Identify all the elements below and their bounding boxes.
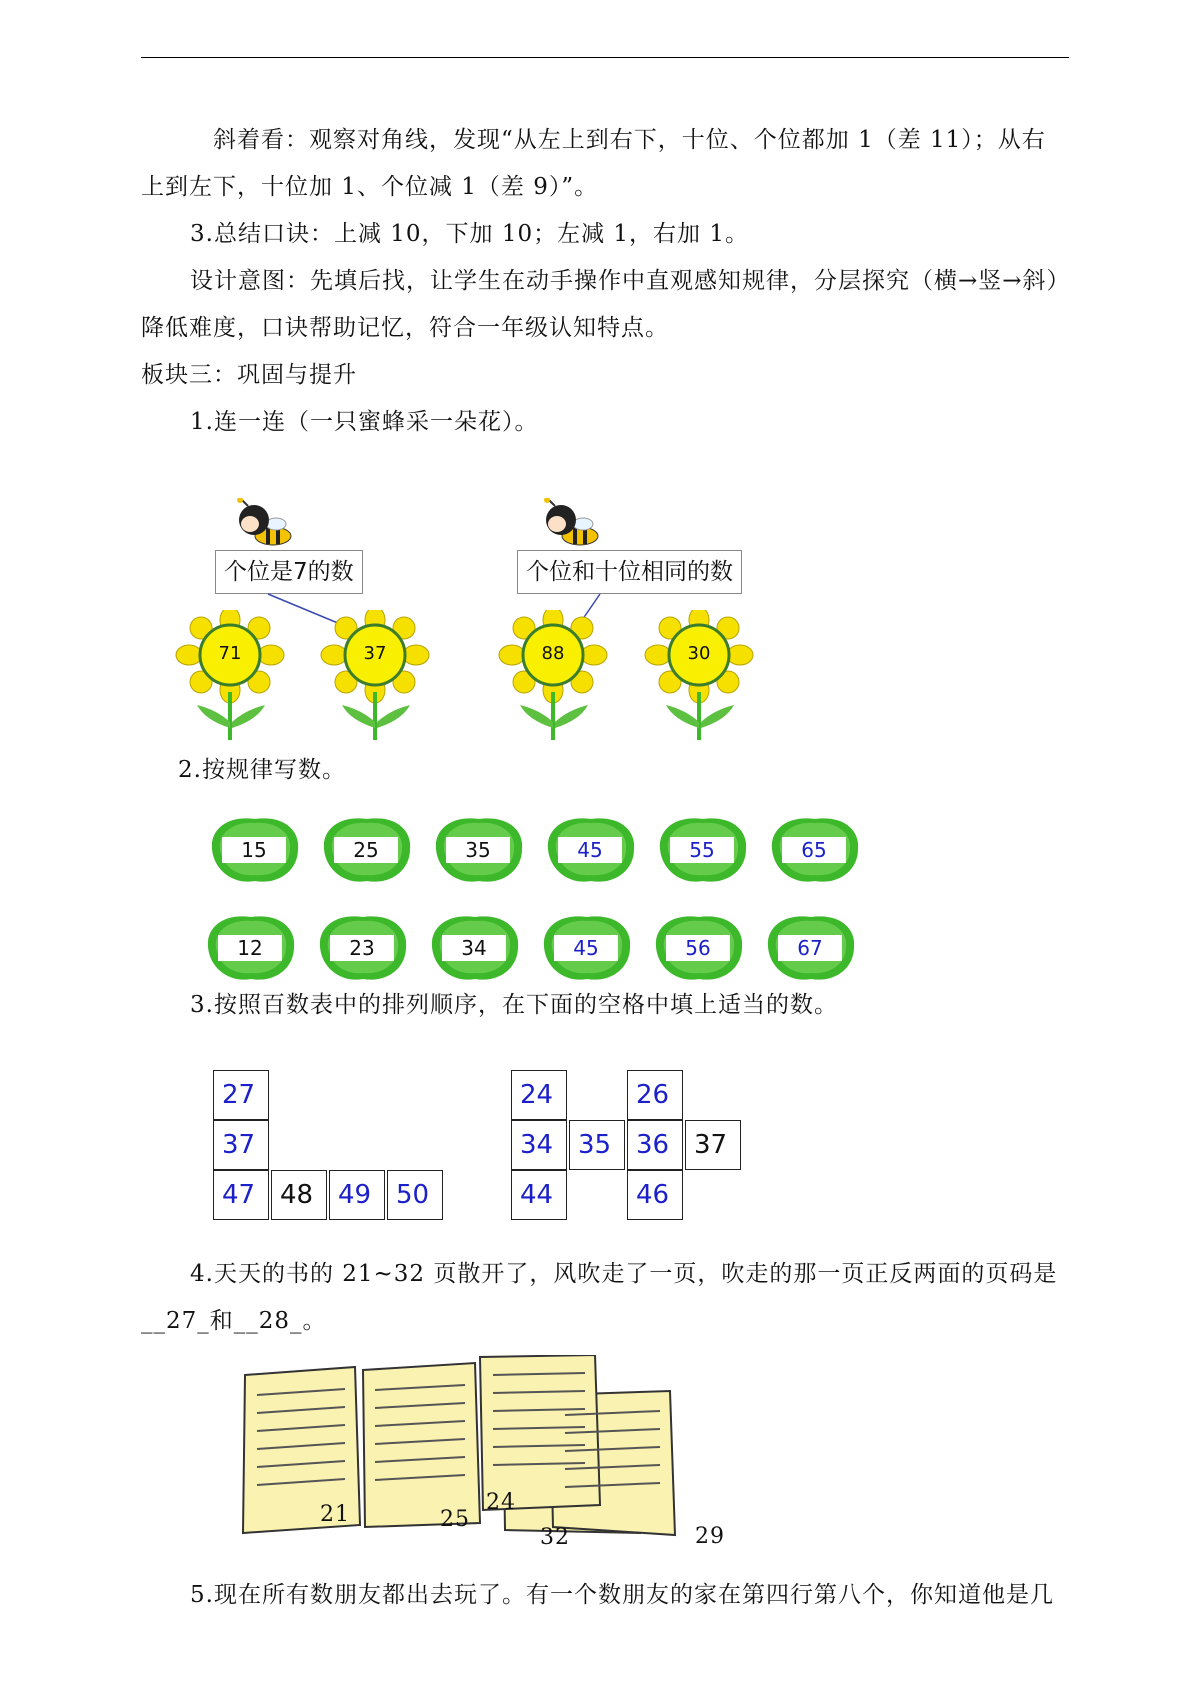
flower-label: 37: [363, 643, 387, 664]
pad-number[interactable]: 56: [666, 935, 730, 961]
page-number: 24: [486, 1490, 516, 1515]
text-design-1: 设计意图：先填后找，让学生在动手操作中直观感知规律，分层探究（横→竖→斜）: [190, 268, 1071, 294]
pad-number[interactable]: 65: [782, 837, 846, 863]
text-diagonal-1: 斜着看：观察对角线，发现“从左上到右下，十位、个位都加 1（差 11）；从右: [213, 127, 1046, 153]
pad-number[interactable]: 67: [778, 935, 842, 961]
lily-pad: [656, 815, 750, 885]
scattered-pages: [235, 1355, 735, 1555]
pad-number: 23: [330, 935, 394, 961]
bee-label-2: 个位和十位相同的数: [517, 550, 742, 594]
lily-pad: [208, 815, 302, 885]
grid-cell[interactable]: 24: [511, 1070, 567, 1120]
flower-label: 88: [541, 643, 565, 664]
grid-cell[interactable]: 44: [511, 1170, 567, 1220]
pad-number: 12: [218, 935, 282, 961]
grid-cell[interactable]: 35: [569, 1120, 625, 1170]
grid-cell[interactable]: 36: [627, 1120, 683, 1170]
grid-cell[interactable]: 46: [627, 1170, 683, 1220]
lily-pad: [544, 815, 638, 885]
q3-title: 3.按照百数表中的排列顺序，在下面的空格中填上适当的数。: [190, 992, 838, 1018]
grid-cell[interactable]: 37: [213, 1120, 269, 1170]
sunflower-88[interactable]: [498, 610, 608, 740]
lily-pad: [432, 815, 526, 885]
pad-number: 35: [446, 837, 510, 863]
text-diagonal-2: 上到左下，十位加 1、个位减 1（差 9）”。: [141, 174, 599, 200]
grid-cell[interactable]: 26: [627, 1070, 683, 1120]
lily-pad: [768, 815, 862, 885]
pad-number: 15: [222, 837, 286, 863]
grid-cell[interactable]: 49: [329, 1170, 385, 1220]
text-design-2: 降低难度，口诀帮助记忆，符合一年级认知特点。: [141, 315, 669, 341]
q1-title: 1.连一连（一只蜜蜂采一朵花）。: [190, 409, 539, 435]
sunflower-37[interactable]: [320, 610, 430, 740]
flower-label: 71: [218, 643, 242, 664]
bee-icon: [535, 498, 605, 548]
sunflower-30[interactable]: [644, 610, 754, 740]
lily-pad: [204, 913, 298, 983]
sunflower-71[interactable]: [175, 610, 285, 740]
header-rule: [141, 57, 1069, 58]
pad-number: 25: [334, 837, 398, 863]
lily-pad: [540, 913, 634, 983]
lily-pad: [764, 913, 858, 983]
lily-pad: [652, 913, 746, 983]
q5-title: 5.现在所有数朋友都出去玩了。有一个数朋友的家在第四行第八个，你知道他是几: [190, 1582, 1054, 1608]
lily-pad: [428, 913, 522, 983]
grid-cell[interactable]: 50: [387, 1170, 443, 1220]
grid-cell[interactable]: 34: [511, 1120, 567, 1170]
page-number: 32: [540, 1525, 570, 1550]
lily-pad: [316, 913, 410, 983]
q4-title: 4.天天的书的 21~32 页散开了，风吹走了一页，吹走的那一页正反两面的页码是: [190, 1261, 1058, 1287]
pad-number[interactable]: 45: [558, 837, 622, 863]
bee-label-1: 个位是7的数: [215, 550, 363, 594]
pad-number[interactable]: 55: [670, 837, 734, 863]
bee-icon: [228, 498, 298, 548]
text-summary: 3.总结口诀：上减 10，下加 10；左减 1，右加 1。: [190, 221, 749, 247]
lily-pad: [320, 815, 414, 885]
q4-answer: __27_和__28_。: [141, 1308, 327, 1334]
page-number: 29: [695, 1524, 725, 1549]
flower-label: 30: [687, 643, 711, 664]
grid-cell: 37: [685, 1120, 741, 1170]
section-title: 板块三：巩固与提升: [141, 362, 357, 388]
grid-cell[interactable]: 27: [213, 1070, 269, 1120]
pad-number: 34: [442, 935, 506, 961]
grid-cell: 48: [271, 1170, 327, 1220]
page-number: 21: [320, 1502, 350, 1527]
q2-title: 2.按规律写数。: [178, 757, 346, 783]
pad-number[interactable]: 45: [554, 935, 618, 961]
grid-cell[interactable]: 47: [213, 1170, 269, 1220]
page-number: 25: [440, 1507, 470, 1532]
